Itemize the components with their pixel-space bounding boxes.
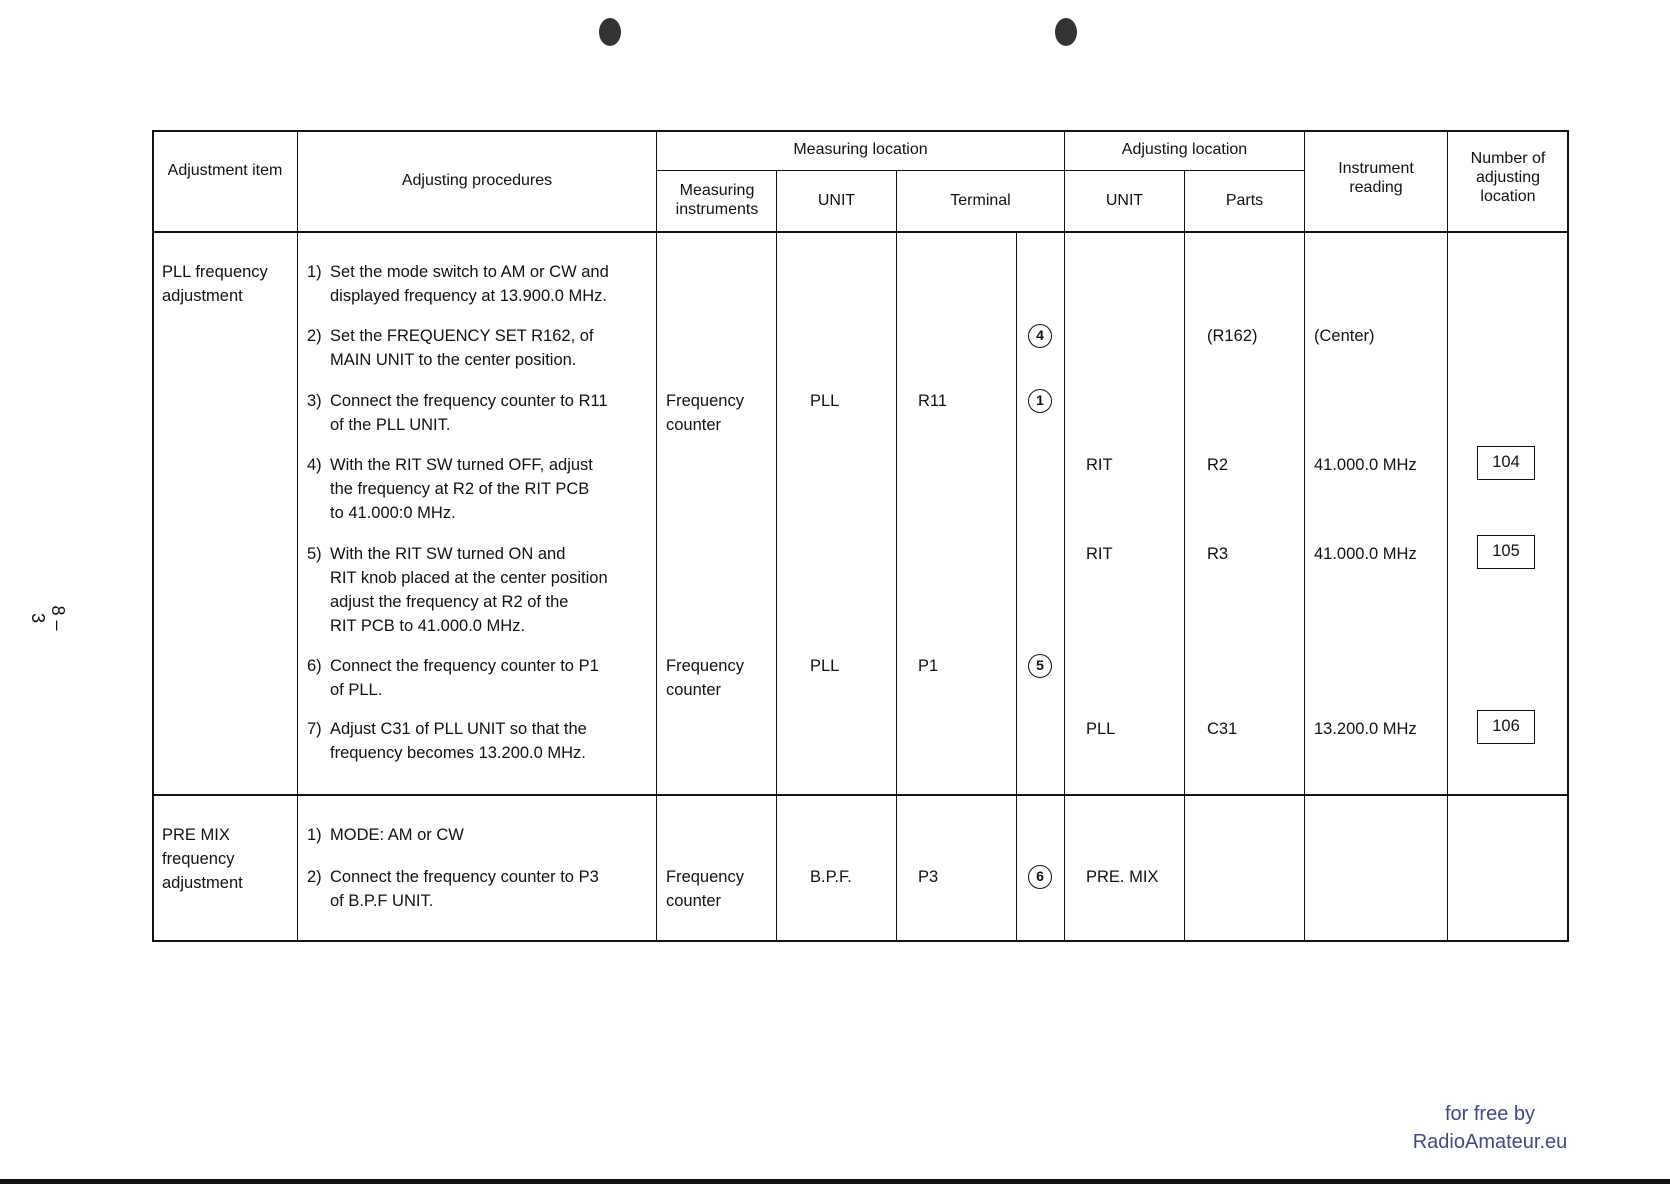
adjusting-unit: RIT — [1086, 545, 1113, 563]
col-divider — [1184, 170, 1185, 942]
adjustment-item-label: PRE MIX frequency adjustment — [162, 826, 243, 892]
adjusting-part: R3 — [1207, 545, 1229, 563]
terminal-number-badge: 4 — [1028, 324, 1052, 348]
measuring-terminal: R11 — [918, 392, 948, 410]
instrument-reading: (Center) — [1314, 327, 1375, 345]
header-divider — [152, 231, 1569, 233]
adjusting-part: C31 — [1207, 720, 1238, 738]
header-measuring-location: Measuring location — [793, 141, 928, 158]
col-divider — [656, 130, 657, 942]
adjusting-location-number: 105 — [1477, 535, 1535, 569]
header-number-of-locations: Number of adjusting location — [1470, 150, 1546, 205]
adjusting-unit: PRE. MIX — [1086, 868, 1159, 886]
page-number: 8 – 3 — [28, 605, 68, 631]
adjusting-unit: RIT — [1086, 456, 1113, 474]
col-divider — [1016, 231, 1017, 942]
row-divider — [656, 170, 1064, 171]
terminal-number-badge: 1 — [1028, 389, 1052, 413]
header-adjusting-location: Adjusting location — [1121, 141, 1248, 158]
instrument-reading: 41.000.0 MHz — [1314, 456, 1417, 474]
col-divider — [776, 170, 777, 942]
adjustment-table — [152, 130, 1569, 942]
measuring-unit: PLL — [810, 657, 840, 675]
header-measuring-instruments: Measuring instruments — [675, 182, 759, 218]
measuring-terminal: P3 — [918, 868, 939, 886]
adjusting-part: (R162) — [1207, 327, 1258, 345]
col-divider — [896, 170, 897, 942]
adjustment-item-label: PLL frequency adjustment — [162, 263, 268, 305]
terminal-number-badge: 6 — [1028, 865, 1052, 889]
measuring-unit: PLL — [810, 392, 840, 410]
adjusting-location-number: 106 — [1477, 710, 1535, 744]
section-divider — [152, 794, 1569, 796]
header-terminal: Terminal — [950, 192, 1011, 209]
col-divider — [1304, 130, 1305, 942]
bottom-rule — [0, 1179, 1670, 1184]
adjusting-location-number: 104 — [1477, 446, 1535, 480]
watermark: for free by RadioAmateur.eu — [1412, 1103, 1568, 1153]
col-divider — [1447, 130, 1448, 942]
header-parts: Parts — [1225, 192, 1264, 209]
measuring-instrument: Frequency counter — [666, 392, 744, 434]
header-unit: UNIT — [817, 192, 856, 209]
adjusting-unit: PLL — [1086, 720, 1116, 738]
header-adjusting-procedures: Adjusting procedures — [401, 172, 553, 189]
header-instrument-reading: Instrument reading — [1338, 160, 1414, 196]
punch-hole-left — [599, 18, 621, 46]
punch-hole-right — [1055, 18, 1077, 46]
header-adj-unit: UNIT — [1105, 192, 1144, 209]
adjusting-part: R2 — [1207, 456, 1229, 474]
measuring-instrument: Frequency counter — [666, 657, 744, 699]
row-divider — [1064, 170, 1304, 171]
measuring-unit: B.P.F. — [810, 868, 852, 886]
col-divider — [297, 130, 298, 942]
instrument-reading: 41.000.0 MHz — [1314, 545, 1417, 563]
terminal-number-badge: 5 — [1028, 654, 1052, 678]
col-divider — [1064, 130, 1065, 942]
measuring-terminal: P1 — [918, 657, 939, 675]
instrument-reading: 13.200.0 MHz — [1314, 720, 1417, 738]
measuring-instrument: Frequency counter — [666, 868, 744, 910]
header-adjustment-item: Adjustment item — [167, 162, 283, 179]
